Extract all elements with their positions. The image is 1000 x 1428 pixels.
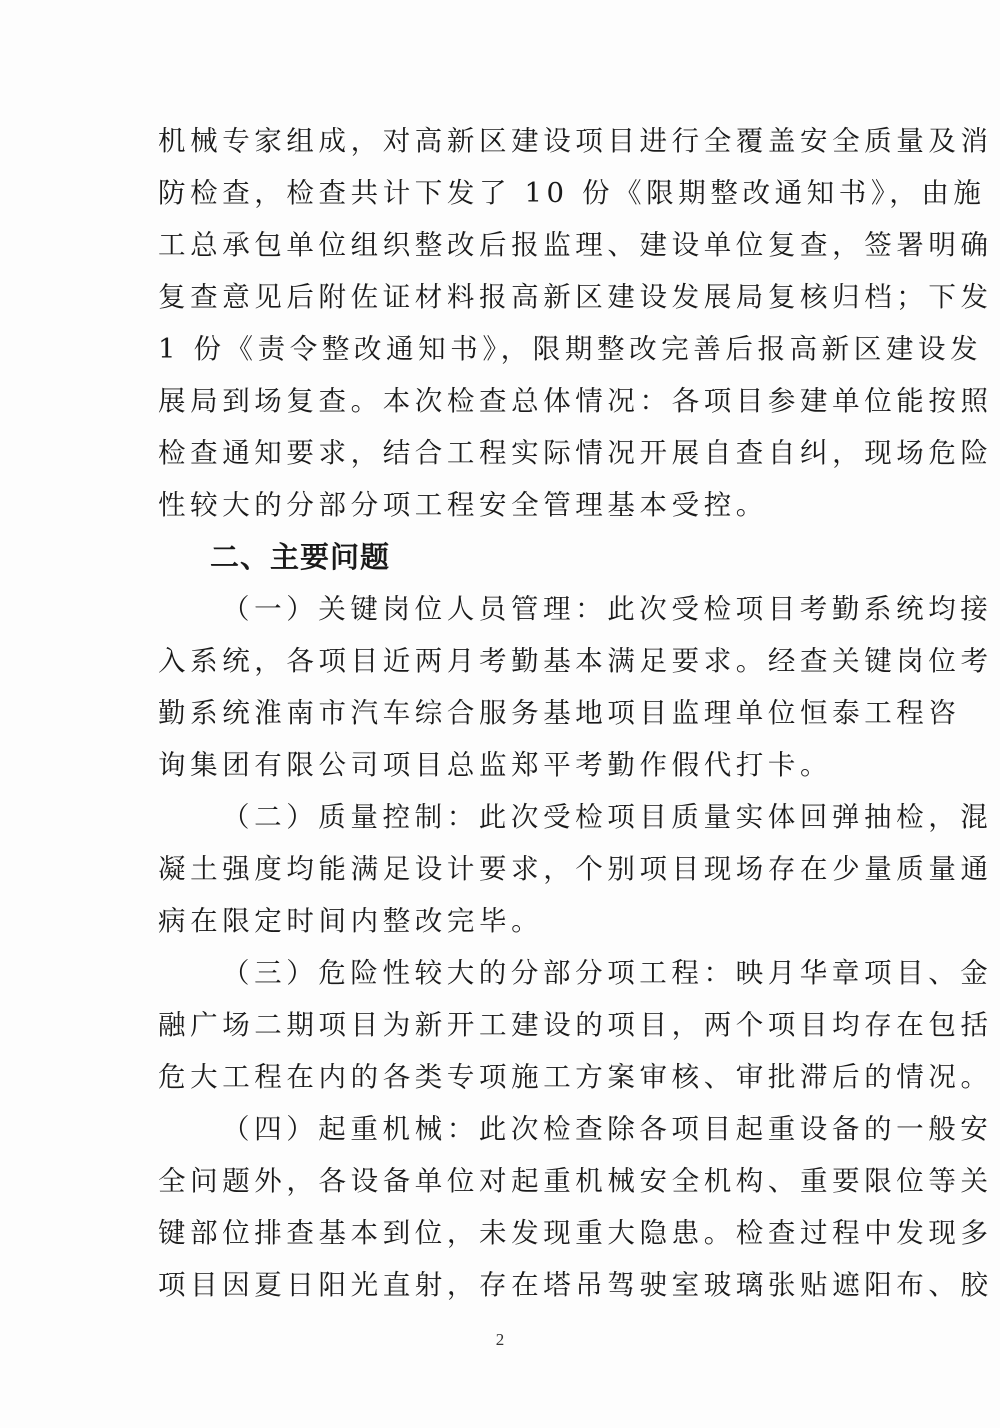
page-number: 2 (495, 1330, 505, 1349)
paragraph-line: 工总承包单位组织整改后报监理、建设单位复查，签署明确 (158, 229, 993, 261)
paragraph-line: 凝土强度均能满足设计要求，个别项目现场存在少量质量通 (158, 853, 993, 885)
paragraph-line: 检查通知要求，结合工程实际情况开展自查自纠，现场危险 (158, 437, 993, 469)
paragraph-line: 键部位排查基本到位，未发现重大隐患。检查过程中发现多 (158, 1217, 993, 1249)
paragraph-line: 病在限定时间内整改完毕。 (158, 905, 544, 937)
paragraph-line: 询集团有限公司项目总监郑平考勤作假代打卡。 (158, 749, 833, 781)
paragraph-line: 1 份《责令整改通知书》，限期整改完善后报高新区建设发 (158, 333, 983, 365)
paragraph-line: 复查意见后附佐证材料报高新区建设发展局复核归档；下发 (158, 281, 993, 313)
paragraph-line: （一）关键岗位人员管理：此次受检项目考勤系统均接 (222, 593, 993, 625)
paragraph-line: 融广场二期项目为新开工建设的项目，两个项目均存在包括 (158, 1009, 993, 1041)
paragraph-line: 项目因夏日阳光直射，存在塔吊驾驶室玻璃张贴遮阳布、胶 (158, 1269, 993, 1301)
section-heading: 二、主要问题 (210, 540, 391, 574)
paragraph-line: 机械专家组成，对高新区建设项目进行全覆盖安全质量及消 (158, 125, 993, 157)
paragraph-line: （四）起重机械：此次检查除各项目起重设备的一般安 (222, 1113, 993, 1145)
paragraph-line: 入系统，各项目近两月考勤基本满足要求。经查关键岗位考 (158, 645, 993, 677)
paragraph-line: 展局到场复查。本次检查总体情况：各项目参建单位能按照 (158, 385, 993, 417)
paragraph-line: （三）危险性较大的分部分项工程：映月华章项目、金 (222, 957, 993, 989)
paragraph-line: 危大工程在内的各类专项施工方案审核、审批滞后的情况。 (158, 1061, 993, 1093)
paragraph-line: 全问题外，各设备单位对起重机械安全机构、重要限位等关 (158, 1165, 993, 1197)
paragraph-line: 性较大的分部分项工程安全管理基本受控。 (158, 489, 768, 521)
paragraph-line: 勤系统淮南市汽车综合服务基地项目监理单位恒泰工程咨 (158, 697, 961, 729)
paragraph-line: （二）质量控制：此次受检项目质量实体回弹抽检，混 (222, 801, 993, 833)
paragraph-line: 防检查，检查共计下发了 10 份《限期整改通知书》，由施 (158, 177, 986, 209)
